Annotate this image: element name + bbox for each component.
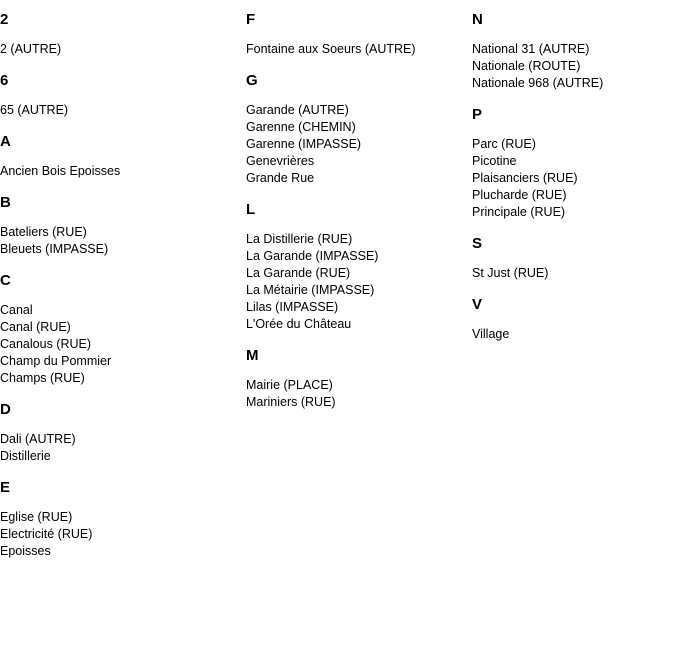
group-letter: G <box>246 72 258 89</box>
list-item: National 31 (AUTRE) <box>472 42 590 56</box>
list-item: St Just (RUE) <box>472 266 549 280</box>
group-letter: P <box>472 106 483 123</box>
letter-group <box>246 72 448 187</box>
list-item: Mairie (PLACE) <box>246 378 333 392</box>
list-item: Distillerie <box>0 449 51 463</box>
group-letter: A <box>0 133 11 150</box>
group-letter: N <box>472 11 483 28</box>
list-item: Eglise (RUE) <box>0 510 73 524</box>
list-item: Principale (RUE) <box>472 205 566 219</box>
index-column-2 <box>224 0 448 421</box>
letter-group <box>246 11 448 58</box>
list-item: Mariniers (RUE) <box>246 395 336 409</box>
list-item: Fontaine aux Soeurs (AUTRE) <box>246 42 416 56</box>
letter-group <box>0 479 224 560</box>
list-item: Parc (RUE) <box>472 137 536 151</box>
list-item: La Garande (RUE) <box>246 266 351 280</box>
list-item: Bleuets (IMPASSE) <box>0 242 109 256</box>
list-item: Epoisses <box>0 544 51 558</box>
list-item: Canal (RUE) <box>0 320 71 334</box>
group-letter: 6 <box>0 72 9 89</box>
letter-group <box>0 194 224 258</box>
list-item: Nationale 968 (AUTRE) <box>472 76 604 90</box>
list-item: Plucharde (RUE) <box>472 188 567 202</box>
group-letter: F <box>246 11 256 28</box>
list-item: Champs (RUE) <box>0 371 85 385</box>
list-item: Nationale (ROUTE) <box>472 59 581 73</box>
list-item: La Métairie (IMPASSE) <box>246 283 375 297</box>
letter-group <box>472 235 675 282</box>
list-item: Village <box>472 327 510 341</box>
index-column-3 <box>448 0 675 353</box>
list-item: Grande Rue <box>246 171 315 185</box>
group-letter: E <box>0 479 11 496</box>
letter-group <box>0 272 224 387</box>
letter-group <box>0 133 224 180</box>
list-item: Canal <box>0 303 33 317</box>
group-letter: M <box>246 347 259 364</box>
letter-group <box>246 347 448 411</box>
group-letter: C <box>0 272 11 289</box>
letter-group <box>472 106 675 221</box>
list-item: Picotine <box>472 154 517 168</box>
list-item: Canalous (RUE) <box>0 337 92 351</box>
list-item: Garande (AUTRE) <box>246 103 349 117</box>
list-item: 2 (AUTRE) <box>0 42 62 56</box>
letter-group <box>0 72 224 119</box>
group-letter: V <box>472 296 483 313</box>
list-item: 65 (AUTRE) <box>0 103 69 117</box>
index-column-1 <box>0 0 224 570</box>
list-item: Electricité (RUE) <box>0 527 93 541</box>
list-item: Garenne (IMPASSE) <box>246 137 362 151</box>
list-item: La Garande (IMPASSE) <box>246 249 379 263</box>
list-item: Garenne (CHEMIN) <box>246 120 356 134</box>
group-letter: L <box>246 201 256 218</box>
list-item: Ancien Bois Epoisses <box>0 164 121 178</box>
list-item: Genevrières <box>246 154 315 168</box>
list-item: L'Orée du Château <box>246 317 352 331</box>
letter-group <box>472 296 675 343</box>
list-item: Bateliers (RUE) <box>0 225 87 239</box>
letter-group <box>0 11 224 58</box>
group-letter: S <box>472 235 483 252</box>
letter-group <box>472 11 675 92</box>
letter-group <box>0 401 224 465</box>
group-letter: 2 <box>0 11 9 28</box>
list-item: Dali (AUTRE) <box>0 432 76 446</box>
list-item: Lilas (IMPASSE) <box>246 300 339 314</box>
group-letter: D <box>0 401 11 418</box>
list-item: Champ du Pommier <box>0 354 112 368</box>
list-item: La Distillerie (RUE) <box>246 232 353 246</box>
list-item: Plaisanciers (RUE) <box>472 171 578 185</box>
group-letter: B <box>0 194 11 211</box>
letter-group <box>246 201 448 333</box>
